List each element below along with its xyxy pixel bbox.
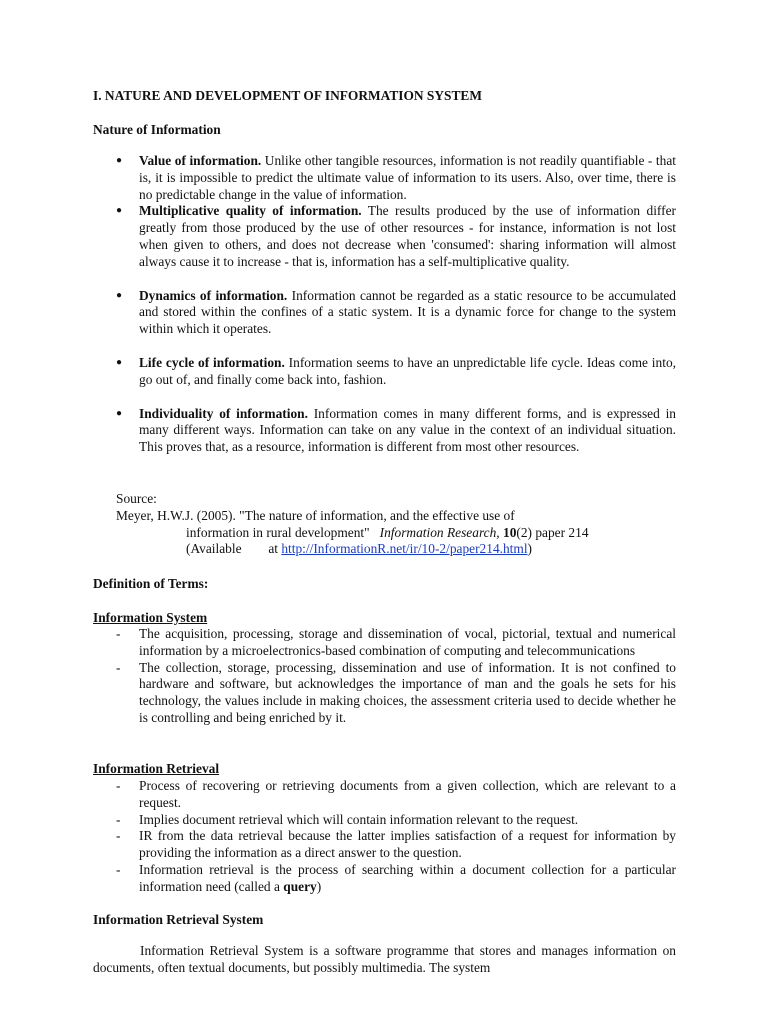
bullet-term: Value of information. <box>139 153 262 168</box>
source-citation <box>116 491 686 558</box>
list-item: - Implies document retrieval which will contain information relevant to the request. <box>116 811 579 827</box>
bullet-value <box>116 153 676 203</box>
journal-name: Information Research <box>379 524 497 540</box>
bullet-icon: ● <box>116 205 123 217</box>
bullet-life-cycle <box>116 355 676 389</box>
list-item: - Information retrieval is the process of searching within a document collection for a particular information need (called a query) <box>116 861 676 894</box>
list-item: - IR from the data retrieval because the latter implies satisfaction of a request for information by providing the information as a direct answer to the question. <box>116 828 676 861</box>
source-line2: information in rural development" Information Research, 10(2) paper 214 <box>186 524 589 540</box>
bullet-icon: ● <box>116 407 123 419</box>
bullet-term: Individuality of information. <box>139 405 308 421</box>
list-item: - The acquisition, processing, storage and dissemination of vocal, pictorial, textual and numerical information by a microelectronics-based combination of computing and telecommunications <box>116 626 676 658</box>
bullet-term: Dynamics of information. <box>139 287 288 303</box>
info-retrieval-list <box>116 778 676 896</box>
bullet-text: Information seems to have an unpredictable life cycle. Ideas come into, go out of, and finally come back into, fashion. <box>139 354 676 387</box>
info-retrieval-heading: Information Retrieval <box>93 761 220 776</box>
source-link[interactable]: http://InformationR.net/ir/10-2/paper214.html <box>281 541 528 557</box>
info-system-heading: Information System <box>93 610 208 625</box>
bullet-text: Information comes in many different forms, and is expressed in many different ways. Information can take on any value in the context of an individual situation. This proves that, as a resource, information is different from most other resources. <box>139 405 677 455</box>
bullet-individuality <box>116 406 676 456</box>
bullet-multiplicative <box>116 203 676 270</box>
bullet-icon: ● <box>116 356 123 368</box>
bullet-icon: ● <box>116 289 123 301</box>
query-term: query <box>283 878 317 894</box>
bullet-text: The results produced by the use of information differ greatly from those produced by the use of other resources - for instance, information is not lost when given to others, and does not decrease when 'consumed': sharing information will almost always cause it to increase - that is, information has a self-multiplicative quality. <box>139 203 676 269</box>
irs-heading: Information Retrieval System <box>93 912 264 927</box>
bullet-dynamics <box>116 288 676 338</box>
bullet-text: Unlike other tangible resources, information is not readily quantifiable - that is, it is impossible to predict the ultimate value of information to its users. Also, over time, there is no predictable change in the value of information. <box>139 153 676 202</box>
source-line3: (Available at http://InformationR.net/ir/10-2/paper214.html) <box>186 541 533 557</box>
bullet-term: Multiplicative quality of information. <box>139 203 362 219</box>
bullet-text: Information cannot be regarded as a static resource to be accumulated and stored within the confines of a static system. It is a dynamic force for change to the system within which it operates. <box>139 287 676 337</box>
volume: 10 <box>503 524 517 540</box>
nature-heading: Nature of Information <box>93 122 221 137</box>
definitions-heading: Definition of Terms: <box>93 576 209 591</box>
irs-paragraph: Information Retrieval System is a software programme that stores and manages information on documents, often textual documents, but possibly multimedia. The system <box>93 943 676 975</box>
info-system-list <box>116 626 676 727</box>
doc-title: I. NATURE AND DEVELOPMENT OF INFORMATION SYSTEM <box>93 88 482 103</box>
list-item: - Process of recovering or retrieving documents from a given collection, which are relevant to a request. <box>116 778 676 810</box>
bullet-term: Life cycle of information. <box>139 354 285 370</box>
source-label: Source: <box>116 491 157 506</box>
list-item: - The collection, storage, processing, dissemination and use of information. It is not confined to hardware and software, but acknowledges the importance of man and the goals he sets for his technology, the values include in making choices, the assessment criteria used to decide whether he is controlling and being enriched by it. <box>116 659 676 725</box>
nature-bullet-list <box>116 153 676 456</box>
source-line1: Meyer, H.W.J. (2005). "The nature of information, and the effective use of <box>116 507 515 523</box>
bullet-icon: ● <box>116 155 123 166</box>
